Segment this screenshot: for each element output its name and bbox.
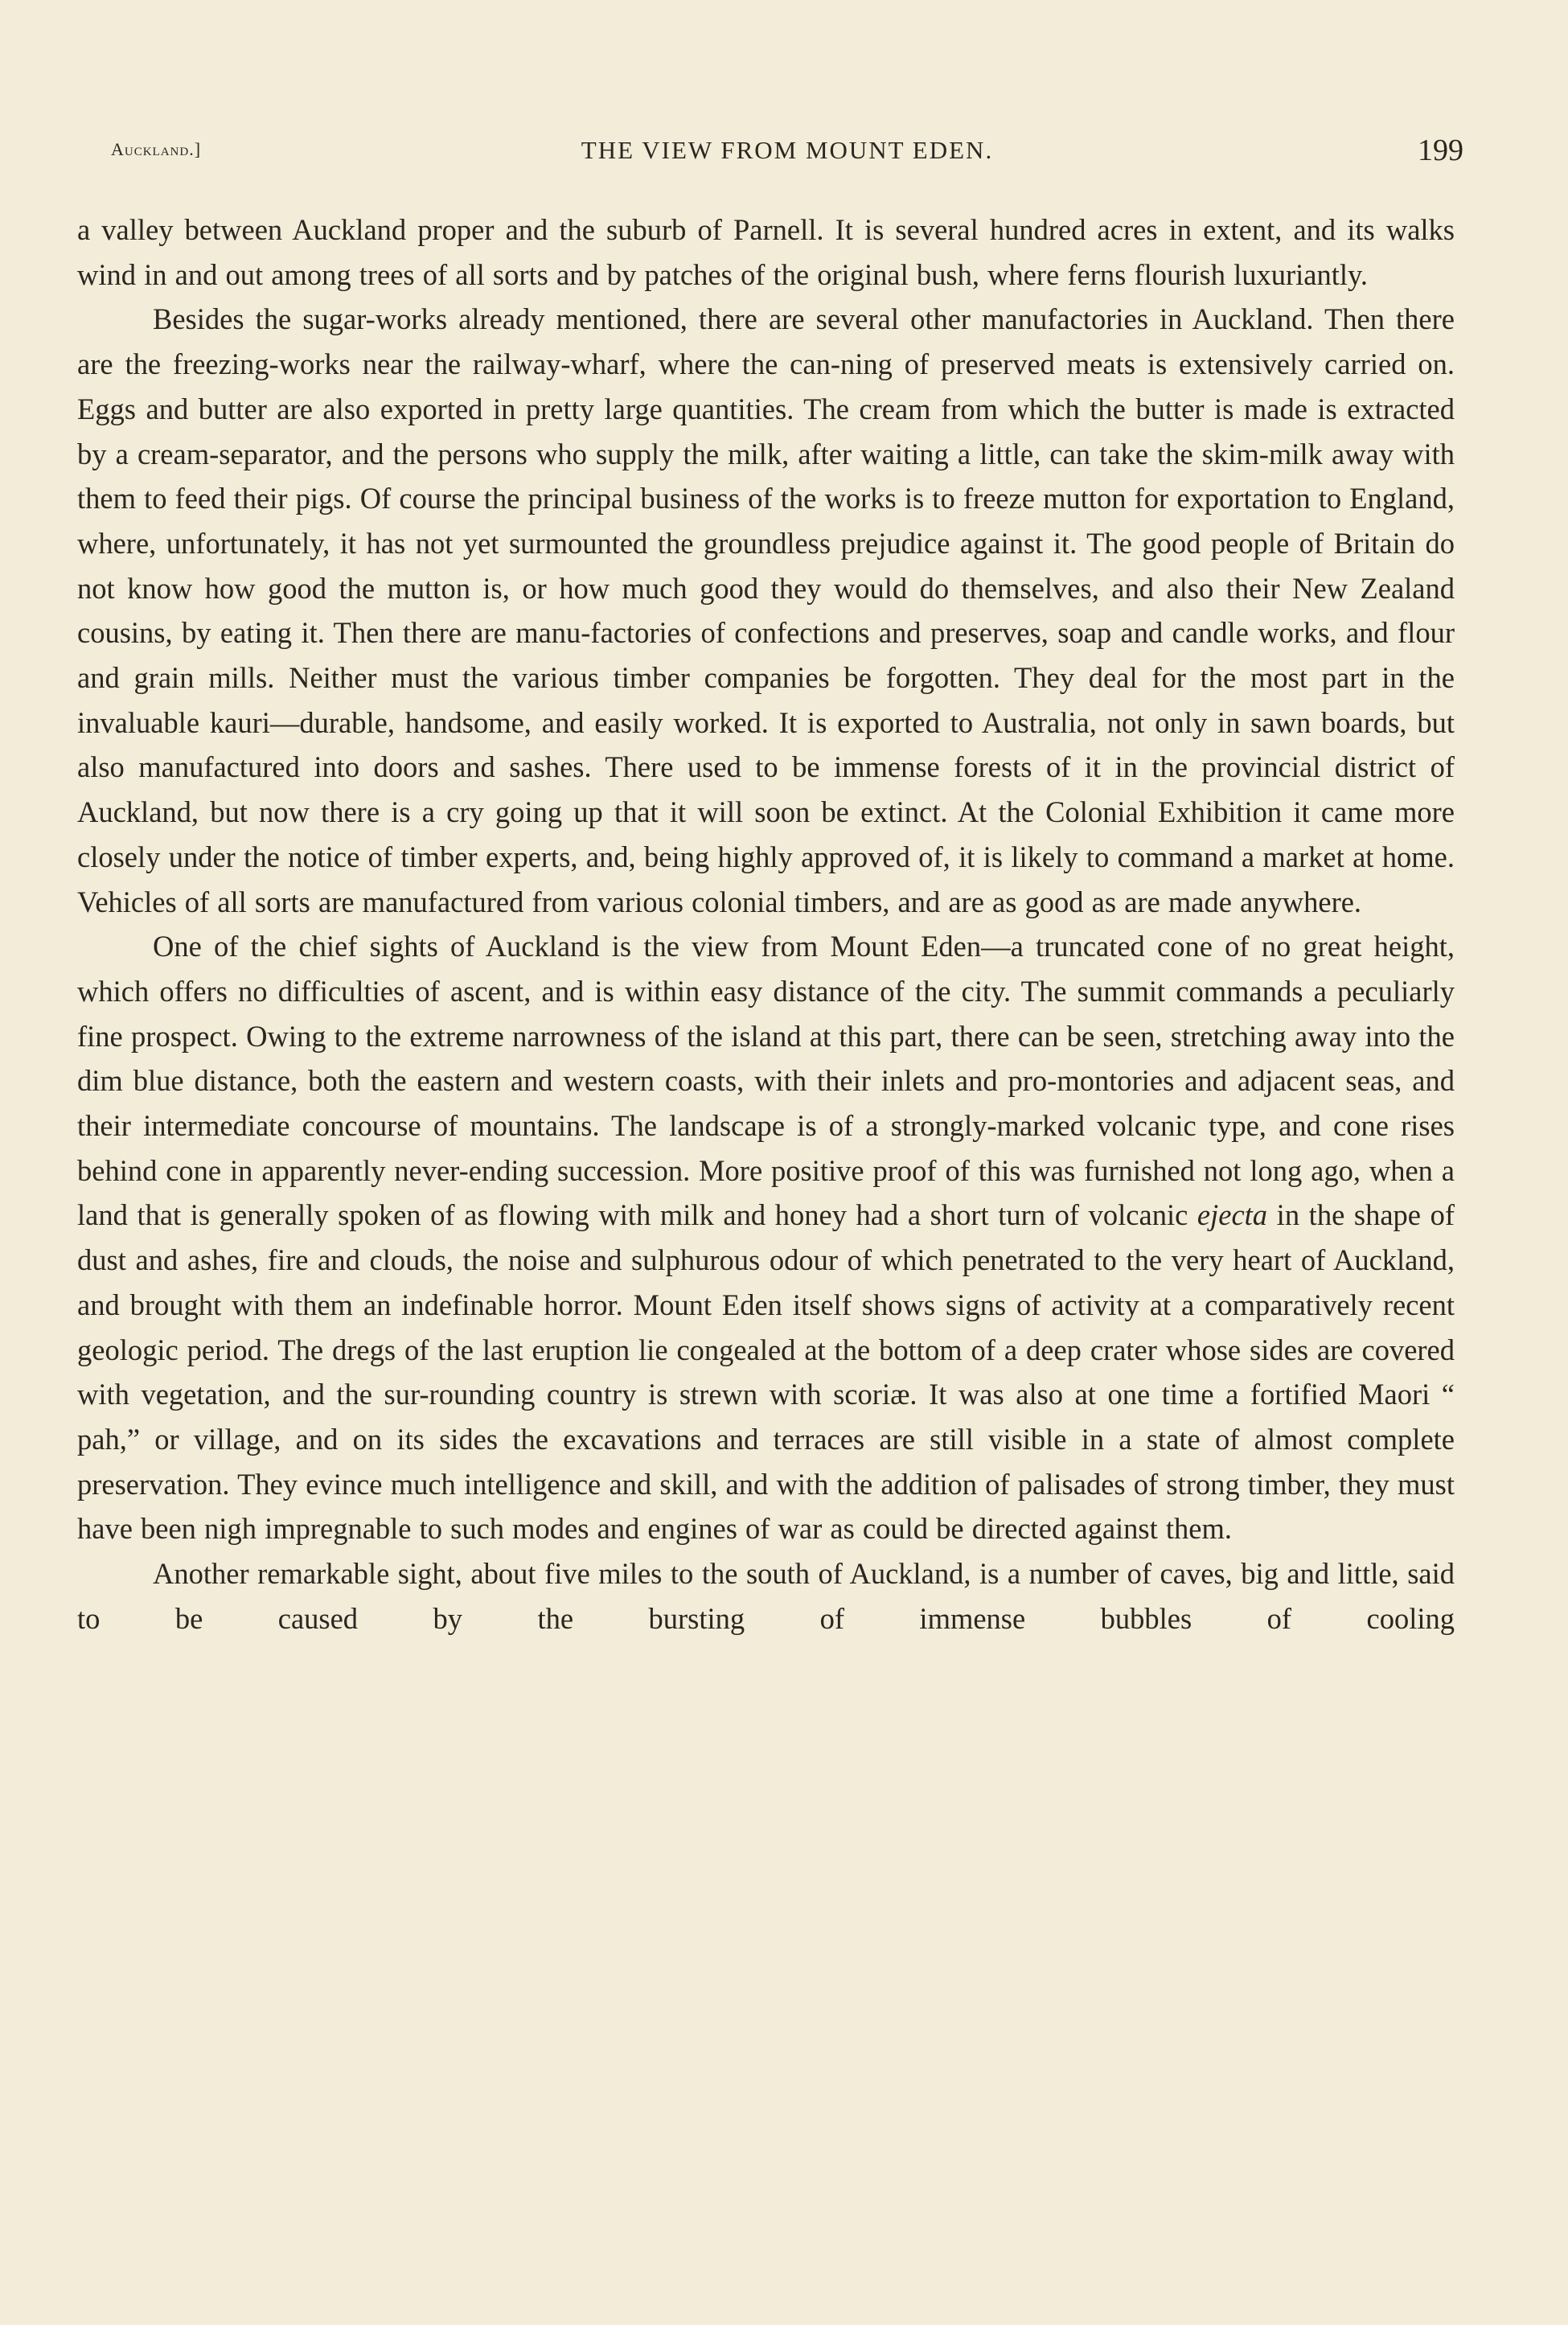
page-number: 199 [1418,134,1463,167]
paragraph-4: Another remarkable sight, about five miles to the south of Auckland, is a number of caves, big and little, said to be caused by the bursting of immense bubbles of cooling [77,1557,1455,1635]
running-head-title: THE VIEW FROM MOUNT EDEN. [581,136,994,164]
paragraph-1: a valley between Auckland proper and the suburb of Parnell. It is several hundred acres in extent, and its walks wind in and out among trees of all sorts and by patches of the original bush, where ferns flourish luxuriantly. [77,213,1455,291]
paragraph-3 [77,924,1455,1551]
body-text [77,207,1455,1641]
paragraph-2: Besides the sugar-works already mentioned, there are several other manufactories in Auckland. Then there are the freezing-works near the railway-wharf, where the can-ning of preserved meats is extensively carried on. Eggs and butter are also exported in pretty large quantities. The cream from which the butter is made is extracted by a cream-separator, and the persons who supply the milk, after waiting a little, can take the skim-milk away with them to feed their pigs. Of course the principal business of the works is to freeze mutton for exportation to England, where, unfortunately, it has not yet surmounted the groundless prejudice against it. The good people of Britain do not know how good the mutton is, or how much good they would do themselves, and also their New Zealand cousins, by eating it. Then there are manu-factories of confections and preserves, soap and candle works, and flour and grain mills. Neither must the various timber companies be forgotten. They deal for the most part in the invaluable kauri—durable, handsome, and easily worked. It is exported to Australia, not only in sawn boards, but also manufactured into doors and sashes. There used to be immense forests of it in the provincial district of Auckland, but now there is a cry going up that it will soon be extinct. At the Colonial Exhibition it came more closely under the notice of timber experts, and, being highly approved of, it is likely to command a market at home. Vehicles of all sorts are manufactured from various colonial timbers, and are as good as are made anywhere. [77,302,1455,918]
paragraph-3-part-1: One of the chief sights of Auckland is the view from Mount Eden—a truncated cone of no great height, which offers no difficulties of ascent, and is within easy distance of the city. The summit commands a peculiarly fine prospect. Owing to the extreme narrowness of the island at this part, there can be seen, stretching away into the dim blue distance, both the eastern and western coasts, with their inlets and pro-montories and adjacent seas, and their intermediate concourse of mountains. The landscape is of a strongly-marked volcanic type, and cone rises behind cone in apparently never-ending succession. More positive proof of this was furnished not long ago, when a land that is generally spoken of as flowing with milk and honey had a short turn of volcanic [77,930,1455,1232]
paragraph-3-part-2: in the shape of dust and ashes, fire and clouds, the noise and sulphurous odour of which penetrated to the very heart of Auckland, and brought with them an indefinable horror. Mount Eden itself shows signs of activity at a comparatively recent geologic period. The dregs of the last eruption lie congealed at the bottom of a deep crater whose sides are covered with vegetation, and the sur-rounding country is strewn with scoriæ. It was also at one time a fortified Maori “ pah,” or village, and on its sides the excavations and terraces are still visible in a state of almost complete preservation. They evince much intelligence and skill, and with the addition of palisades of strong timber, they must have been nigh impregnable to such modes and engines of war as could be directed against them. [77,1198,1455,1546]
paragraph-3-italic-term: ejecta [1197,1198,1268,1232]
running-head-section: Auckland.] [111,139,202,159]
running-head [111,133,1463,171]
